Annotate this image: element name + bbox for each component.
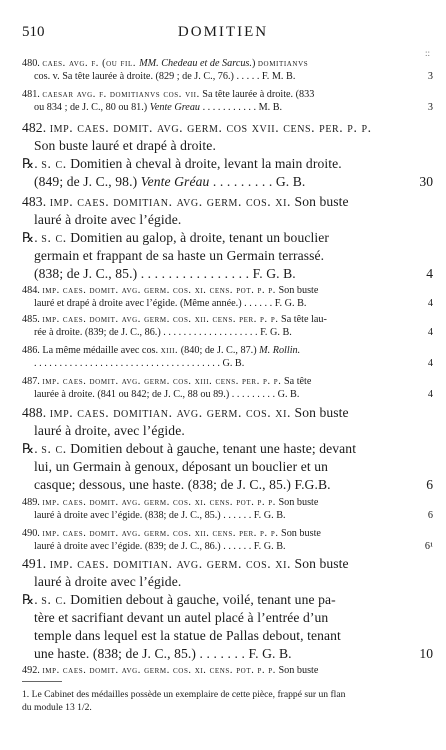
entry-490 [22, 527, 432, 553]
entry-text: Domitien à cheval à droite, levant la main droite. [66, 155, 342, 171]
entry-line [22, 155, 432, 173]
legend-text: imp. caes. domitian. avg. germ. cos. xi. [49, 405, 292, 420]
entry-text: Domitien debout à gauche, voilé, tenant une pa- [66, 591, 336, 607]
legend-text: caes. avg. f. (ou fil. [42, 58, 140, 69]
entry-line [22, 388, 432, 401]
legend-text: imp. caes. domitian. avg. germ. cos. xi. [49, 556, 292, 571]
entry-text: germain et frappant de sa haste un Germain terrassé. [34, 247, 325, 263]
price-value: 4 [426, 265, 433, 281]
entry-line [22, 284, 432, 297]
entry-line [22, 344, 432, 357]
entry-text: ℞. [22, 591, 42, 607]
entry-text: ) [251, 58, 258, 69]
legend-text: imp. caes. domit. avg. germ. cos xvii. cens. per. p. p. [49, 120, 372, 135]
entry-line [22, 57, 432, 70]
entry-text: Son buste [291, 556, 349, 571]
entry-line [22, 265, 432, 283]
entry-line [22, 627, 432, 645]
entry-text: tère et sacrifiant devant un autel placé à l’entrée d’un [34, 609, 329, 625]
entry-480 [22, 57, 432, 83]
entry-line [22, 297, 432, 310]
entry-text: 488. [22, 405, 50, 420]
entry-line [22, 70, 432, 83]
entry-text: une haste. (838; de J. C., 85.) . . . . . . . F. G. B. [34, 645, 292, 661]
price-value: 6 [427, 510, 433, 522]
entry-text: Son buste lauré et drapé à droite. [34, 137, 216, 153]
entry-491 [22, 555, 432, 662]
entry-text: (849; de J. C., 98.) [34, 173, 141, 189]
price-value: 4 [427, 389, 433, 401]
entry-text: 482. [22, 120, 50, 135]
entry-line [22, 476, 432, 494]
legend-text: imp. caes. domit. avg. germ. cos. xii. cens. per. p. p. [42, 528, 279, 539]
entry-line [22, 326, 432, 339]
price-value: 4 [427, 327, 433, 339]
entry-text: lauré à droite avec l’égide. [34, 573, 182, 589]
entry-text: ℞. [22, 155, 42, 171]
entry-line [22, 375, 432, 388]
entry-text: 491. [22, 556, 50, 571]
entry-text: 492. [22, 665, 43, 676]
entry-482 [22, 119, 432, 191]
entry-text: lauré à droite avec l’égide. [34, 211, 182, 227]
entry-text: 490. [22, 528, 43, 539]
price-value: 4 [427, 298, 433, 310]
price-value: 3 [427, 102, 433, 114]
price-value: 6¹ [424, 541, 433, 553]
entry-text: temple dans lequel est la statue de Pallas debout, tenant [34, 627, 341, 643]
entry-line [22, 229, 432, 247]
legend-text: caesar avg. f. domitianvs cos. vii. [42, 89, 200, 100]
legend-text: s. c. [41, 440, 67, 456]
entry-text: (838; de J. C., 85.) . . . . . . . . . . . . . . . . F. G. B. [34, 265, 296, 281]
corner-mark: :: [425, 48, 431, 58]
entry-483 [22, 193, 432, 283]
entry-text: cos. v. Sa tête laurée à droite. (829 ; de J. C., 76.) . . . . . F. M. B. [34, 71, 296, 83]
entry-line [22, 573, 432, 591]
entry-text: 480. [22, 58, 43, 69]
entry-text: laurée à droite. (841 ou 842; de J. C., 88 ou 89.) . . . . . . . . . G. B. [34, 389, 300, 401]
entry-text: lui, un Germain à genoux, déposant un bouclier et un [34, 458, 328, 474]
entry-text: casque; dessous, une haste. (838; de J. C., 85.) F.G.B. [34, 476, 331, 492]
entry-text: lauré à droite, avec l’égide. [34, 422, 185, 438]
footnote [22, 688, 432, 714]
entry-line [22, 527, 432, 540]
entry-line [22, 555, 432, 573]
entry-line [22, 404, 432, 422]
legend-text: imp. caes. domit. avg. germ. cos. xi. cens. pot. p. p. [42, 497, 276, 508]
entry-text: 489. [22, 497, 43, 508]
entry-text: Sa tête [281, 376, 312, 387]
price-value: 6 [426, 476, 433, 492]
entry-text: Son buste [275, 497, 319, 508]
entry-text: rée à droite. (839; de J. C., 86.) . . . . . . . . . . . . . . . . . . . F. G. B. [34, 327, 292, 339]
footnote-rule [22, 681, 62, 682]
entry-line [22, 88, 432, 101]
entry-484 [22, 284, 432, 310]
page-number: 510 [22, 24, 45, 40]
price-value: 10 [419, 645, 433, 661]
entry-line [22, 247, 432, 265]
legend-text: imp. caes. domit. avg. germ. cos. xii. cens. per. p. p. [42, 314, 279, 325]
entry-488 [22, 404, 432, 494]
entry-line [22, 496, 432, 509]
entry-line [22, 137, 432, 155]
entry-text: ℞. [22, 440, 42, 456]
entry-text: Son buste [275, 285, 319, 296]
entry-text: (840; de J. C., 87.) [178, 345, 260, 356]
entry-text: Son buste [291, 405, 349, 420]
entry-text: Son buste [278, 528, 321, 539]
running-title: DOMITIEN [177, 24, 269, 40]
entry-text: ℞. [22, 229, 42, 245]
entry-text: 487. [22, 376, 43, 387]
legend-text: imp. caes. domit. avg. germ. cos. xi. cens. pot. p. p. [42, 665, 276, 676]
entry-line [22, 609, 432, 627]
entry-text: Son buste [275, 665, 319, 676]
provenance-text: Vente Gréau [140, 173, 210, 189]
entry-487 [22, 375, 432, 401]
legend-text: s. c. [41, 155, 67, 171]
legend-text: xiii. [160, 345, 179, 356]
entry-text: . . . . . . . . . . . . . . . . . . . . . . . . . . . . . . . . . . . . . G. B. [34, 358, 245, 370]
legend-text: imp. caes. domitian. avg. germ. cos. xi. [49, 194, 292, 209]
entry-line [22, 440, 432, 458]
provenance-text: Vente Greau [149, 102, 201, 114]
provenance-text: MM. Chedeau et de Sarcus. [139, 58, 252, 69]
entry-line [22, 645, 432, 663]
provenance-text: M. Rollin. [259, 345, 301, 356]
entry-481 [22, 88, 432, 114]
legend-text: imp. caes. domit. avg. germ. cos. xiii. cens. per. p. p. [42, 376, 282, 387]
price-value: 3 [427, 71, 433, 83]
footnote-line: du module 13 1/2. [22, 702, 92, 713]
entry-line [22, 313, 432, 326]
entry-line [22, 357, 432, 370]
entry-text: 485. [22, 314, 43, 325]
entry-485 [22, 313, 432, 339]
entry-text: Sa tête lau- [278, 314, 327, 325]
entry-486 [22, 344, 432, 370]
entry-line [22, 119, 432, 137]
footnote-line: 1. Le Cabinet des médailles possède un exemplaire de cette pièce, frappé sur un flan [22, 689, 346, 700]
entry-text: lauré à droite avec l’égide. (838; de J. C., 85.) . . . . . . F. G. B. [34, 510, 286, 522]
entry-text: Domitien debout à gauche, tenant une haste; devant [66, 440, 357, 456]
entry-line [22, 422, 432, 440]
entry-text: Sa tête laurée à droite. (833 [199, 89, 315, 100]
entry-text: lauré à droite avec l’égide. (839; de J. C., 86.) . . . . . . F. G. B. [34, 541, 286, 553]
entry-text: lauré et drapé à droite avec l’égide. (Même année.) . . . . . . F. G. B. [34, 298, 307, 310]
entry-line [22, 211, 432, 229]
entry-line [22, 591, 432, 609]
entry-text: 483. [22, 194, 50, 209]
entry-text: . . . . . . . . . . . M. B. [200, 102, 283, 114]
legend-text: s. c. [41, 229, 67, 245]
price-value: 4 [427, 358, 433, 370]
legend-text: s. c. [41, 591, 67, 607]
entry-text: . . . . . . . . . G. B. [209, 173, 306, 189]
entry-text: Domitien au galop, à droite, tenant un bouclier [66, 229, 329, 245]
price-value: 30 [419, 173, 433, 189]
entry-line [22, 458, 432, 476]
legend-text: domitianvs [257, 58, 309, 69]
entry-text: ou 834 ; de J. C., 80 ou 81.) [34, 102, 150, 114]
entry-line [22, 540, 432, 553]
entry-489 [22, 496, 432, 522]
entry-line [22, 193, 432, 211]
entry-text: 484. [22, 285, 43, 296]
entry-line [22, 664, 432, 677]
entry-line [22, 101, 432, 114]
entry-text: Son buste [291, 194, 349, 209]
legend-text: imp. caes. domit. avg. germ. cos. xi. cens. pot. p. p. [42, 285, 276, 296]
entry-text: 486. La même médaille avec cos. [22, 345, 161, 356]
entry-line [22, 173, 432, 191]
entry-line [22, 509, 432, 522]
entry-492 [22, 664, 432, 677]
entry-text: 481. [22, 89, 43, 100]
